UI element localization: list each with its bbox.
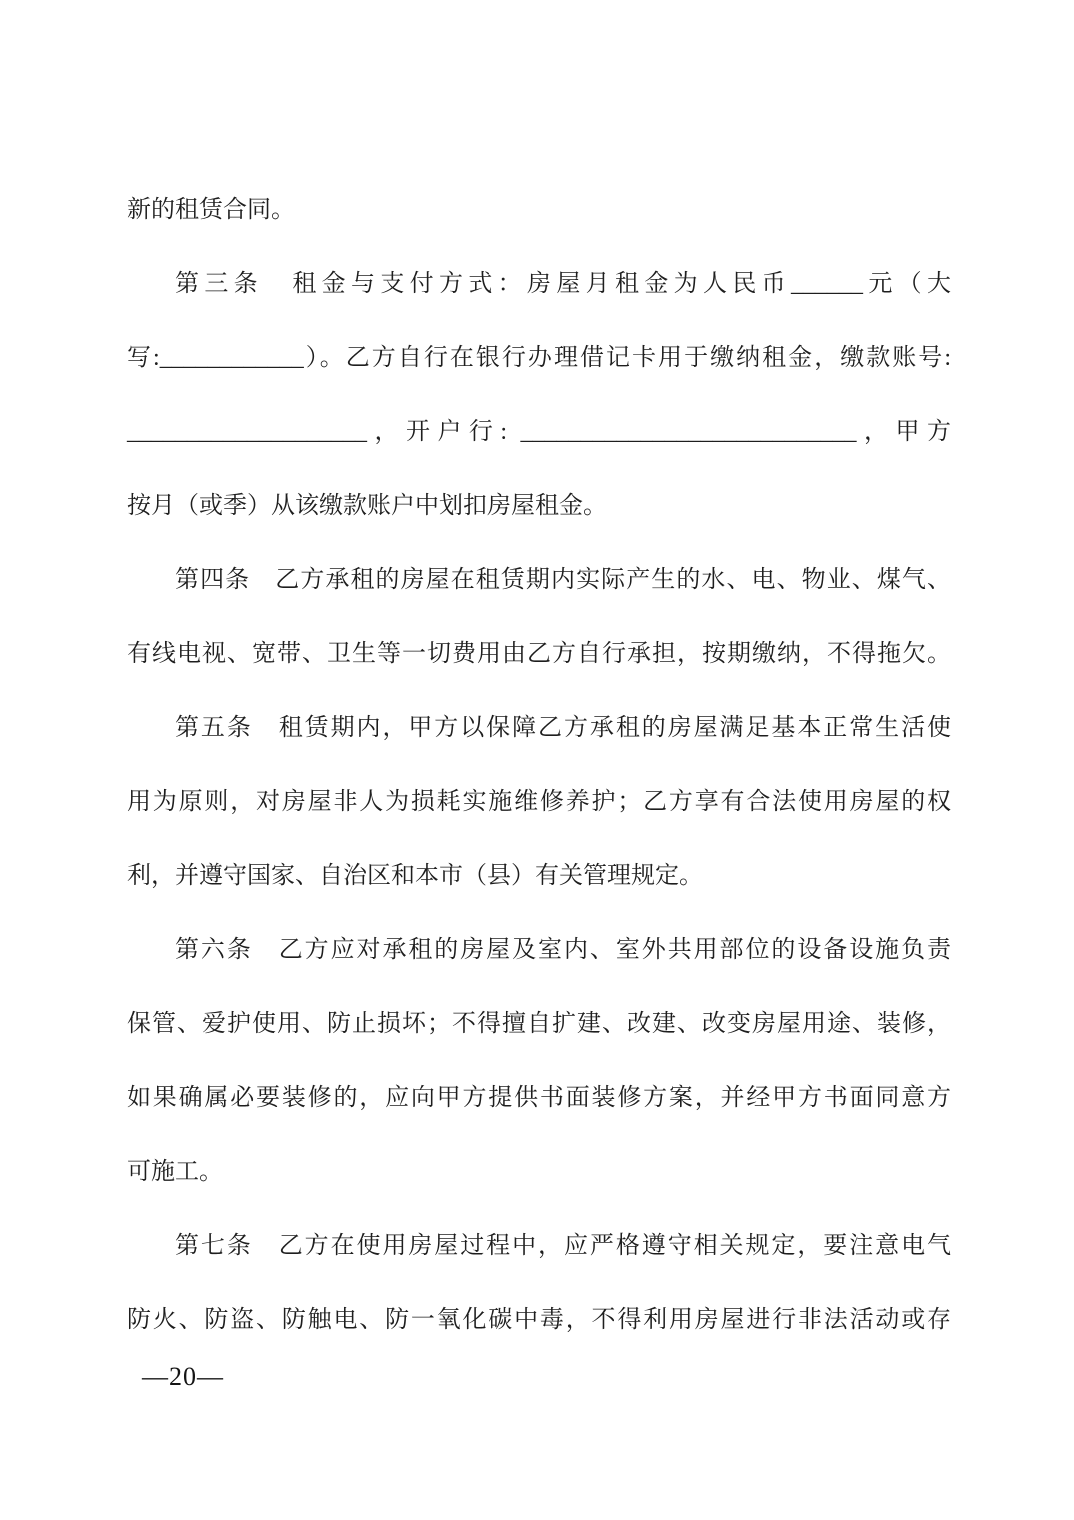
contract-line: 第四条 乙方承租的房屋在租赁期内实际产生的水、电、物业、煤气、: [175, 567, 951, 593]
page-number: —20—: [142, 1362, 224, 1391]
contract-line: 第五条 租赁期内，甲方以保障乙方承租的房屋满足基本正常生活使: [175, 715, 951, 741]
contract-line: 利，并遵守国家、自治区和本市（县）有关管理规定。: [127, 863, 703, 889]
contract-line: 新的租赁合同。: [127, 197, 295, 223]
contract-line: 防火、防盗、防触电、防一氧化碳中毒，不得利用房屋进行非法活动或存: [127, 1307, 951, 1333]
contract-line: 写:____________）。乙方自行在银行办理借记卡用于缴纳租金，缴款账号:: [127, 345, 951, 371]
contract-line: 用为原则，对房屋非人为损耗实施维修养护；乙方享有合法使用房屋的权: [127, 789, 951, 815]
contract-line: 第六条 乙方应对承租的房屋及室内、室外共用部位的设备设施负责: [175, 937, 951, 963]
contract-line: 第三条 租金与支付方式：房屋月租金为人民币______元（大: [175, 271, 951, 297]
contract-body: [127, 173, 951, 1357]
contract-line: 保管、爱护使用、防止损坏；不得擅自扩建、改建、改变房屋用途、装修，: [127, 1011, 951, 1037]
contract-line: ____________________，开户行: ____________________________，甲方: [127, 419, 951, 445]
contract-line: 按月（或季）从该缴款账户中划扣房屋租金。: [127, 493, 607, 519]
contract-line: 第七条 乙方在使用房屋过程中，应严格遵守相关规定，要注意电气: [175, 1233, 951, 1259]
contract-line: 有线电视、宽带、卫生等一切费用由乙方自行承担，按期缴纳，不得拖欠。: [127, 641, 951, 667]
contract-line: 可施工。: [127, 1159, 223, 1185]
contract-line: 如果确属必要装修的，应向甲方提供书面装修方案，并经甲方书面同意方: [127, 1085, 951, 1111]
